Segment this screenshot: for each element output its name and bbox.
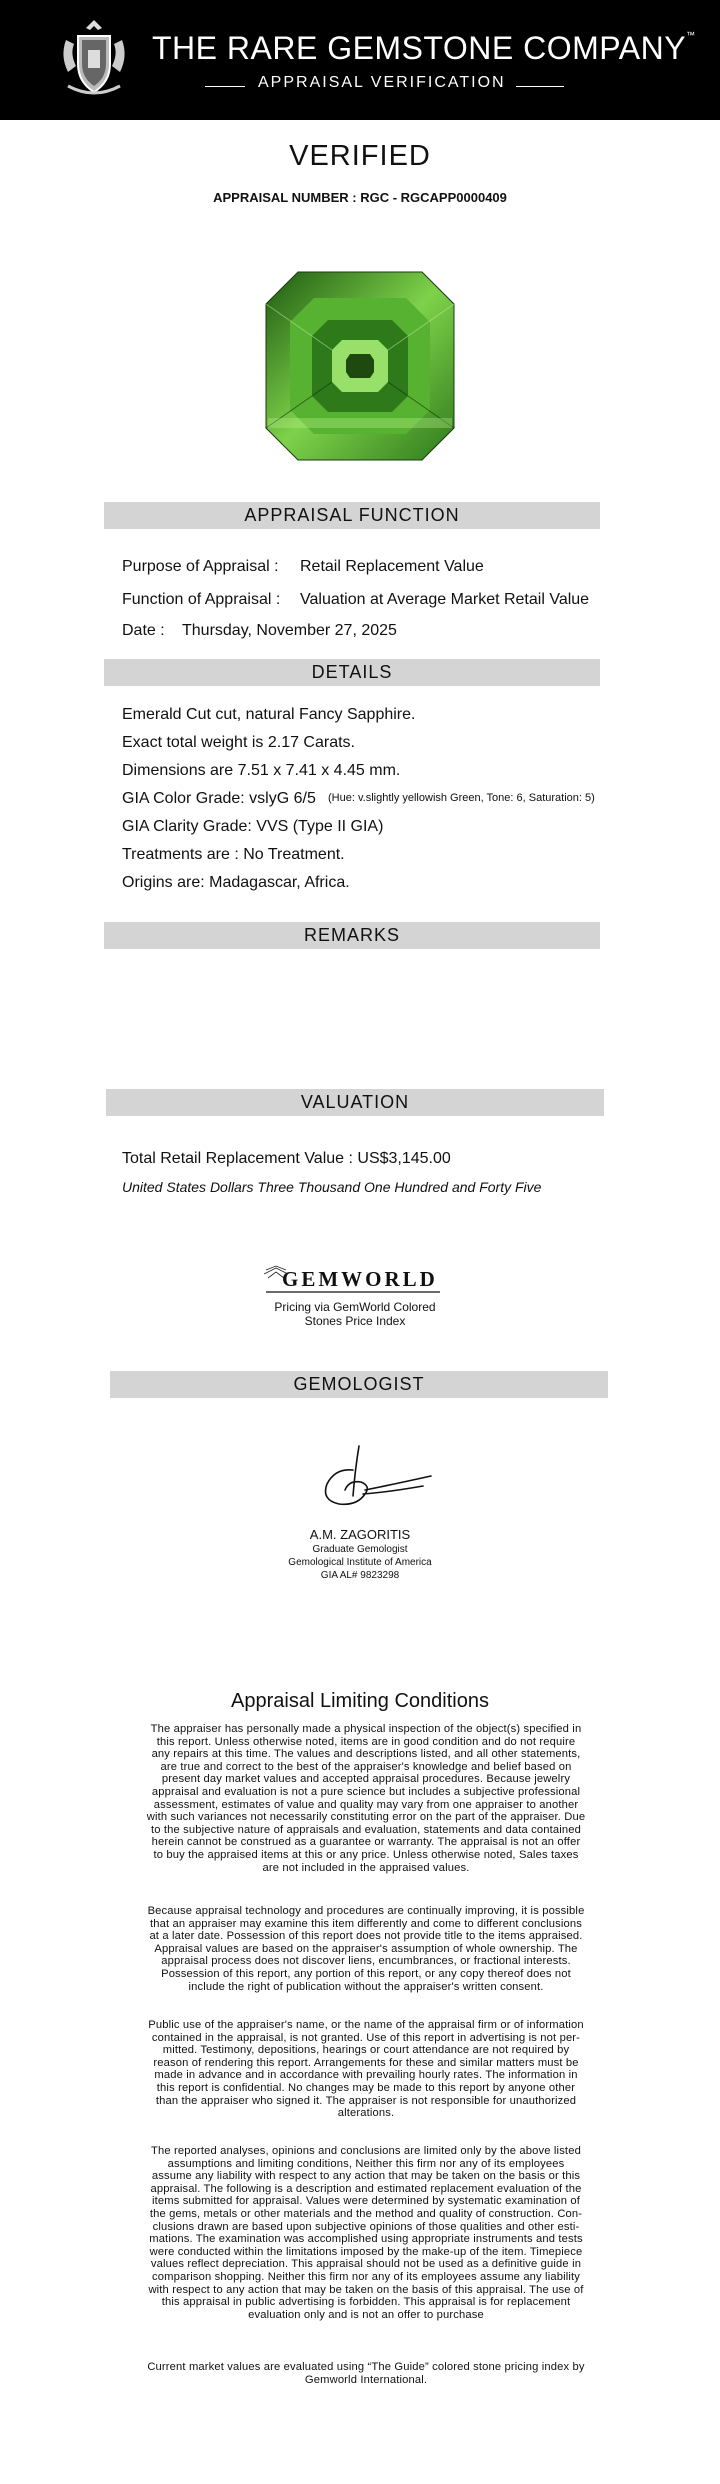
limiting-conditions-title: Appraisal Limiting Conditions bbox=[231, 1690, 489, 1712]
detail-weight: Exact total weight is 2.17 Carats. bbox=[122, 734, 355, 751]
detail-origin: Origins are: Madagascar, Africa. bbox=[122, 874, 350, 891]
valuation-words: United States Dollars Three Thousand One Hundred and Forty Five bbox=[122, 1179, 542, 1195]
gemologist-institute: Gemological Institute of America bbox=[288, 1557, 432, 1568]
company-name: THE RARE GEMSTONE COMPANY™ bbox=[152, 30, 696, 66]
gemologist-signature bbox=[305, 1440, 435, 1518]
function-label: Function of Appraisal : bbox=[122, 591, 281, 608]
limiting-conditions-p5: Current market values are evaluated using “The Guide” colored stone pricing index by Gemworld International. bbox=[147, 2361, 585, 2386]
detail-color-grade: GIA Color Grade: vslyG 6/5 bbox=[122, 790, 316, 807]
gemworld-logo bbox=[262, 1264, 444, 1294]
section-details: DETAILS bbox=[104, 659, 600, 686]
function-value: Valuation at Average Market Retail Value bbox=[300, 591, 590, 608]
gemstone-image bbox=[262, 268, 458, 464]
verified-status: VERIFIED bbox=[289, 140, 431, 172]
date-label: Date : bbox=[122, 622, 165, 639]
detail-treatments: Treatments are : No Treatment. bbox=[122, 846, 345, 863]
subtitle-rule-right bbox=[516, 86, 564, 87]
detail-cut: Emerald Cut cut, natural Fancy Sapphire. bbox=[122, 706, 416, 723]
header-banner bbox=[0, 0, 720, 120]
gemworld-caption-line1: Pricing via GemWorld Colored bbox=[274, 1300, 436, 1314]
section-remarks: REMARKS bbox=[104, 922, 600, 949]
section-gemologist: GEMOLOGIST bbox=[110, 1371, 608, 1398]
svg-text:GEMWORLD: GEMWORLD bbox=[282, 1267, 438, 1291]
gemworld-caption-line2: Stones Price Index bbox=[304, 1314, 406, 1328]
detail-color-note: (Hue: v.slightly yellowish Green, Tone: 6, Saturation: 5) bbox=[328, 792, 595, 804]
date-value: Thursday, November 27, 2025 bbox=[182, 622, 397, 639]
gemologist-gia-number: GIA AL# 9823298 bbox=[320, 1570, 400, 1581]
limiting-conditions-p3: Public use of the appraiser's name, or the name of the appraisal firm or of information contained in the appraisal, is not granted. Use of this report in advertising is not per- mitted. Testimony, depositions, hearings or court attendance are not required by reason of rendering this report. Arrangements for these and similar matters must be made in advance and in accordance with prevailing hourly rates. The information in this report is confidential. No changes may be made to this report by anyone other than the appraiser who signed it. The appraiser is not responsible for unauthorized alterations. bbox=[148, 2019, 584, 2120]
gemologist-title: Graduate Gemologist bbox=[312, 1544, 408, 1555]
appraisal-number: APPRAISAL NUMBER : RGC - RGCAPP0000409 bbox=[213, 190, 507, 205]
limiting-conditions-p1: The appraiser has personally made a physical inspection of the object(s) specified in this report. Unless otherwise noted, items are in good condition and do not require any repairs at this time. The values and descriptions listed, and all other statements, are true and correct to the best of the appraiser's knowledge and belief based on present day market values and accepted appraisal procedures. Because jewelry appraisal and evaluation is not a pure science but includes a subjective professional assessment, estimates of value and quality may vary from one appraiser to another with such variances not necessarily constituting error on the part of the appraiser. Due to the subjective nature of appraisals and evaluation, statements and data contained herein cannot be construed as a guarantee or warranty. The appraisal is not an offer to buy the appraised items at this or any price. Unless otherwise noted, Sales taxes are not included in the appraised values. bbox=[146, 1723, 586, 1874]
limiting-conditions-p4: The reported analyses, opinions and conclusions are limited only by the above listed assumptions and limiting conditions, Neither this firm nor any of its employees assume any liability with respect to any action that may be taken on the basis or this appraisal. The following is a description and estimated replacement evaluation of the items submitted for appraisal. Values were determined by systematic examination of the gems, metals or other materials and the method and quality of construction. Con- clusions drawn are based upon subjective opinions of those qualities and other esti- mations. The examination was accomplished using appropriate instruments and tests were conducted within the limitations imposed by the make-up of the item. Timepiece values reflect depreciation. This appraisal should not be used as a definitive guide in comparison shopping. Neither this firm nor any of its employees assume any liability with respect to any action that may be taken on the basis of this appraisal. The use of this appraisal in public advertising is forbidden. This appraisal is for replacement evaluation only and is not an offer to purchase bbox=[148, 2145, 584, 2321]
limiting-conditions-p2: Because appraisal technology and procedures are continually improving, it is possible that an appraiser may examine this item differently and come to different conclusions at a later date. Possession of this report does not provide title to the items appraised. Appraisal values are based on the appraiser's assumption of whole ownership. The appraisal process does not discover liens, encumbrances, or fractional interests. Possession of this report, any portion of this report, or any copy thereof does not include the right of publication without the appraiser's written consent. bbox=[147, 1905, 585, 1993]
detail-clarity: GIA Clarity Grade: VVS (Type II GIA) bbox=[122, 818, 384, 835]
detail-dimensions: Dimensions are 7.51 x 7.41 x 4.45 mm. bbox=[122, 762, 401, 779]
valuation-total: Total Retail Replacement Value : US$3,145.00 bbox=[122, 1150, 451, 1167]
crest-icon bbox=[58, 16, 130, 98]
purpose-value: Retail Replacement Value bbox=[300, 558, 484, 575]
subtitle: APPRAISAL VERIFICATION bbox=[258, 74, 506, 91]
section-valuation: VALUATION bbox=[106, 1089, 604, 1116]
section-appraisal-function: APPRAISAL FUNCTION bbox=[104, 502, 600, 529]
purpose-label: Purpose of Appraisal : bbox=[122, 558, 279, 575]
subtitle-rule-left bbox=[205, 86, 245, 87]
gemologist-name: A.M. ZAGORITIS bbox=[309, 1527, 411, 1542]
